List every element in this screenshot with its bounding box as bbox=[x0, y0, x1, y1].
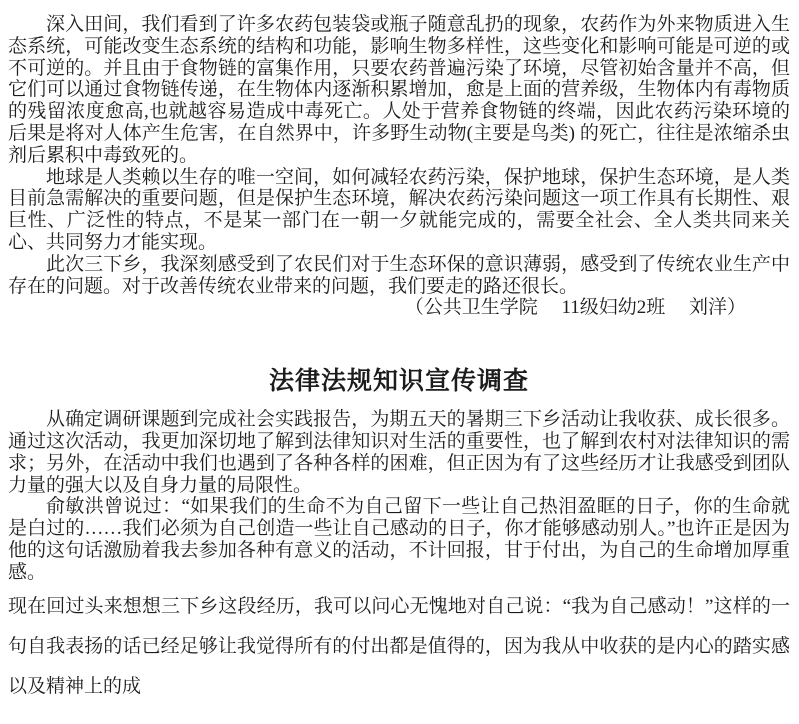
paragraph-survey-experience: 从确定调研课题到完成社会实践报告，为期五天的暑期三下乡活动让我收获、成长很多。通过这次活动，我更加深切地了解到法律知识对生活的重要性，也了解到农村对法律知识的需求；另外，在活动中我们也遇到了各种各样的困难，但正因为有了这些经历才让我感受到团队力量的强大以及自身力量的局限性。 bbox=[8, 409, 790, 496]
paragraph-yuminhong-quote: 俞敏洪曾说过：“如果我们的生命不为自己留下一些让自己热泪盈眶的日子，你的生命就是白过的……我们必须为自己创造一些让自己感动的日子，你才能够感动别人。”也许正是因为他的这句话激励着我去参加各种有意义的活动，不计回报，甘于付出，为自己的生命增加厚重感。 bbox=[8, 496, 790, 583]
byline-author: （公共卫生学院 11级妇幼2班 刘洋） bbox=[404, 297, 746, 319]
paragraph-protect-environment: 地球是人类赖以生存的唯一空间，如何减轻农药污染，保护地球，保护生态环境，是人类目前急需解决的重要问题，但是保护生态环境，解决农药污染问题这一项工作具有长期性、艰巨性、广泛性的特点，不是某一部门在一朝一夕就能完成的，需要全社会、全人类共同来关心、共同努力才能实现。 bbox=[8, 166, 790, 253]
section-title-legal-knowledge-survey: 法律法规知识宣传调查 bbox=[268, 368, 529, 396]
paragraph-sanxiaxiang-reflection: 此次三下乡，我深刻感受到了农民们对于生态环保的意识薄弱，感受到了传统农业生产中存在的问题。对于改善传统农业带来的问题，我们要走的路还很长。 bbox=[8, 253, 790, 297]
paragraph-pesticide-pollution: 深入田间，我们看到了许多农药包装袋或瓶子随意乱扔的现象，农药作为外来物质进入生态系统，可能改变生态系统的结构和功能，影响生物多样性，这些变化和影响可能是可逆的或不可逆的。并且由于食物链的富集作用，只要农药普遍污染了环境，尽管初始含量并不高，但它们可以通过食物链传递，在生物体内逐渐积累增加，愈是上面的营养级，生物体内有毒物质的残留浓度愈高,也就越容易造成中毒死亡。人处于营养食物链的终端，因此农药污染环境的后果是将对人体产生危害，在自然界中，许多野生动物(主要是鸟类) 的死亡，往往是浓缩杀虫剂后累积中毒致死的。 bbox=[8, 14, 790, 166]
paragraph-closing-reflection: 现在回过头来想想三下乡这段经历，我可以问心无愧地对自己说：“我为自己感动！”这样的一句自我表扬的话已经足够让我觉得所有的付出都是值得的，因为我从中收获的是内心的踏实感以及精神上的成 bbox=[8, 595, 790, 697]
